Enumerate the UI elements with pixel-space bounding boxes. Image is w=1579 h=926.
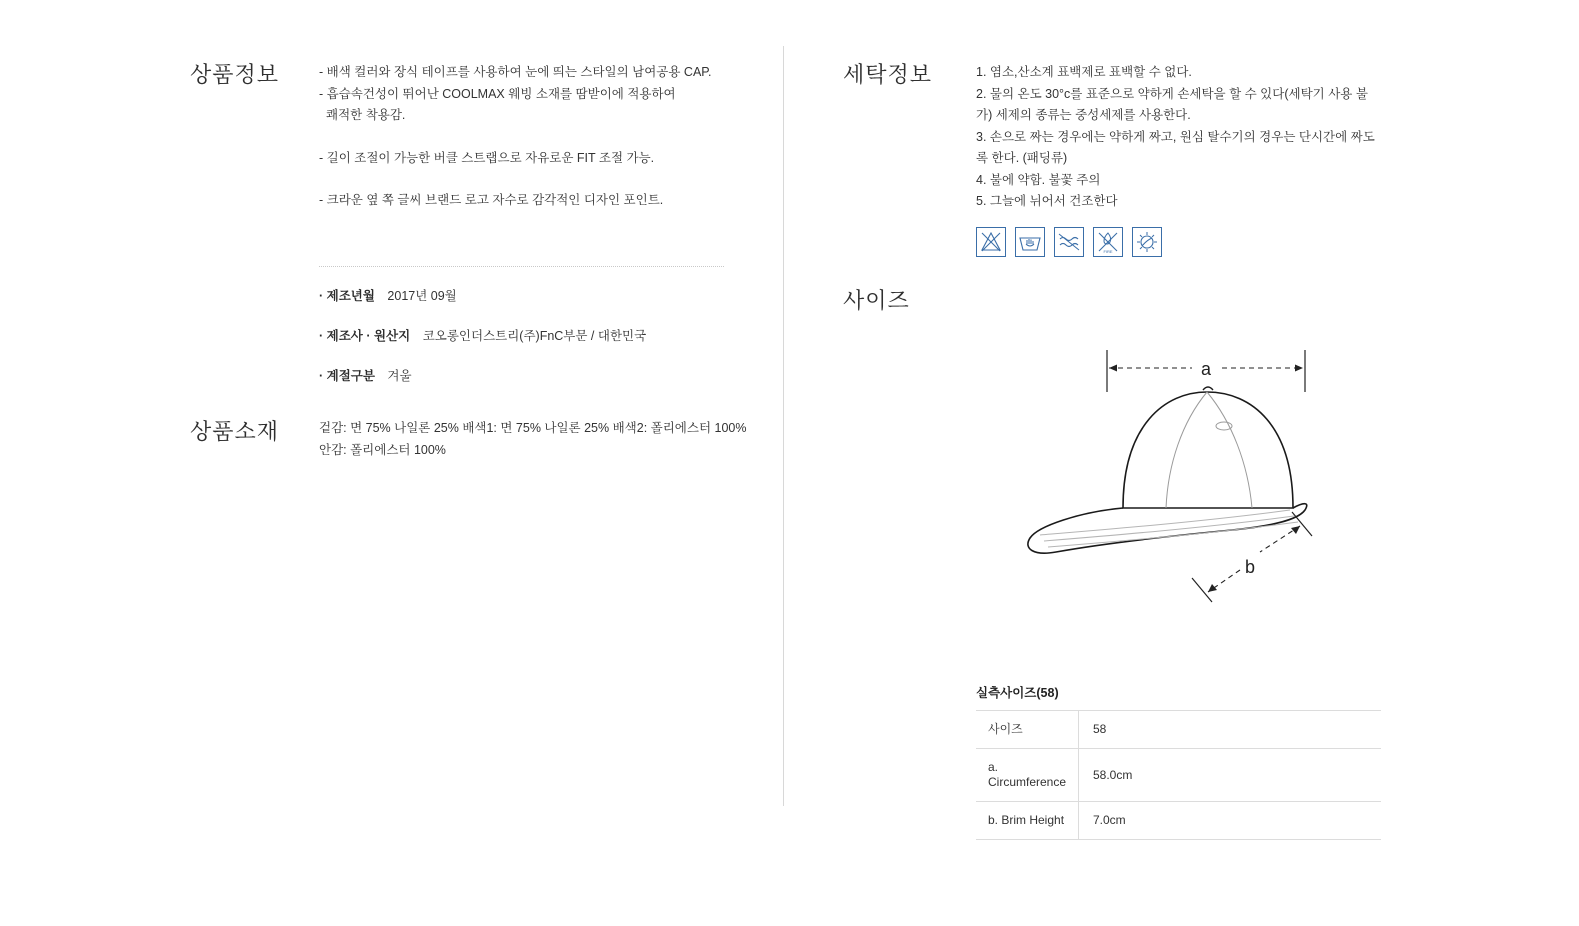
no-chlorine-bleach-icon bbox=[976, 227, 1006, 257]
size-table-title: 실측사이즈(58) bbox=[976, 686, 1059, 700]
size-row-key: b. Brim Height bbox=[976, 802, 1079, 840]
material-heading: 상품소재 bbox=[190, 419, 280, 444]
spec-label: · 계절구분 bbox=[319, 369, 375, 383]
wash-line: 3. 손으로 짜는 경우에는 약하게 짜고, 원심 탈수기의 경우는 단시간에 짜도록 한다. (패딩류) bbox=[976, 129, 1375, 165]
dimension-a-label: a bbox=[1200, 359, 1212, 379]
size-row-key: a. Circumference bbox=[976, 749, 1079, 802]
cap-size-diagram bbox=[960, 330, 1390, 650]
product-info-heading: 상품정보 bbox=[190, 62, 280, 87]
wash-line: 2. 물의 온도 30°c를 표준으로 약하게 손세탁을 할 수 있다(세탁기 사용 불가) 세제의 종류는 중성세제를 사용한다. bbox=[976, 86, 1368, 122]
size-row-value: 58 bbox=[1093, 722, 1107, 736]
wring-gently-icon bbox=[1054, 227, 1084, 257]
wash-line: 1. 염소,산소계 표백제로 표백할 수 없다. bbox=[976, 65, 1192, 79]
svg-text:FIRE: FIRE bbox=[1103, 249, 1113, 254]
product-info-line: - 배색 컬러와 장식 테이프를 사용하여 눈에 띄는 스타일의 남여공용 CAP. bbox=[319, 65, 712, 79]
no-flame-icon bbox=[1093, 227, 1123, 257]
wash-symbol-row bbox=[976, 227, 1162, 257]
product-info-line: 쾌적한 착용감. bbox=[326, 108, 406, 122]
spec-value: 코오롱인더스트리(주)FnC부문 / 대한민국 bbox=[422, 329, 647, 343]
size-table-block bbox=[976, 683, 1381, 840]
size-row-value: 58.0cm bbox=[1093, 767, 1133, 782]
product-info-line: - 흡습속건성이 뛰어난 COOLMAX 웨빙 소재를 땀받이에 적용하여 bbox=[319, 86, 676, 101]
spec-label: · 제조년월 bbox=[319, 289, 375, 303]
product-info-line: - 크라운 옆 쪽 글씨 브랜드 로고 자수로 감각적인 디자인 포인트. bbox=[319, 193, 664, 207]
material-line: 겉감: 면 75% 나일론 25% 배색1: 면 75% 나일론 25% 배색2: 폴리에스터 100% bbox=[319, 421, 747, 435]
wash-line: 4. 불에 약함. 불꽃 주의 bbox=[976, 172, 1101, 187]
material-line: 안감: 폴리에스터 100% bbox=[319, 443, 446, 457]
dry-in-shade-icon bbox=[1132, 227, 1162, 257]
size-row-key: 사이즈 bbox=[976, 711, 1079, 749]
spec-value: 겨울 bbox=[387, 369, 412, 383]
table-row bbox=[976, 802, 1381, 840]
table-row bbox=[976, 711, 1381, 749]
size-heading: 사이즈 bbox=[843, 288, 910, 313]
spec-label: · 제조사 · 원산지 bbox=[319, 329, 411, 343]
size-row-value: 7.0cm bbox=[1093, 813, 1126, 827]
size-table bbox=[976, 710, 1381, 840]
hand-wash-icon bbox=[1015, 227, 1045, 257]
wash-line: 5. 그늘에 뉘어서 건조한다 bbox=[976, 194, 1118, 208]
wash-info-heading: 세탁정보 bbox=[843, 62, 933, 87]
product-info-line: - 길이 조절이 가능한 버클 스트랩으로 자유로운 FIT 조절 가능. bbox=[319, 150, 655, 165]
wash-info-text bbox=[976, 62, 1384, 213]
table-row bbox=[976, 749, 1381, 802]
spec-value: 2017년 09월 bbox=[387, 289, 457, 303]
dimension-b-label: b bbox=[1244, 557, 1256, 577]
